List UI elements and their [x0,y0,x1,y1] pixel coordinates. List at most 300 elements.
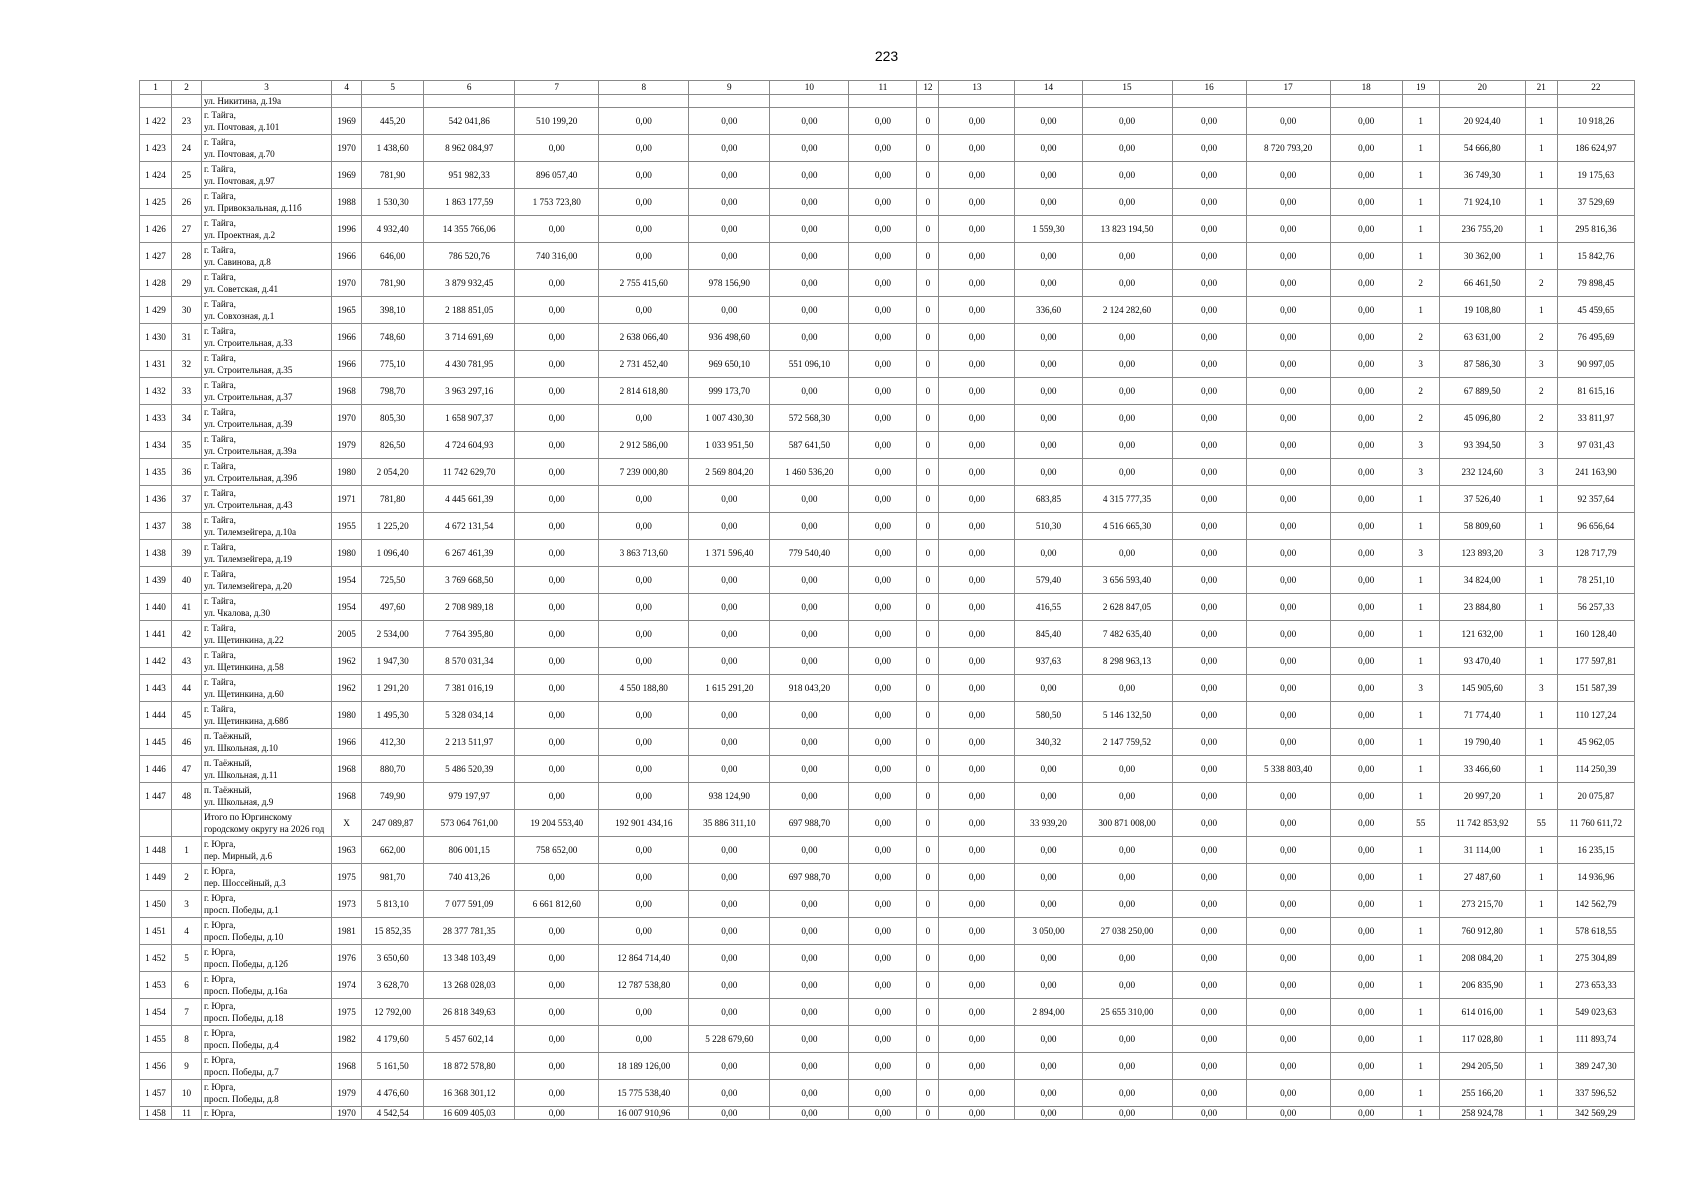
address-cell [202,1107,332,1120]
value-cell-21: 2 [1525,378,1557,405]
value-cell-11: 0,00 [849,162,917,189]
address-line-1: г. Юрга, [204,1001,236,1011]
item-number-cell: 46 [172,729,202,756]
row-number-cell: 1 456 [140,1053,172,1080]
table-row [140,567,1635,594]
value-cell-16: 0,00 [1172,918,1246,945]
item-number-cell: 30 [172,297,202,324]
value-cell-5: 646,00 [362,243,424,270]
value-cell-19: 1 [1402,243,1439,270]
value-cell-5: 4 932,40 [362,216,424,243]
value-cell-4: 1968 [332,378,362,405]
value-cell-20: 614 016,00 [1439,999,1525,1026]
row-number-cell: 1 432 [140,378,172,405]
value-cell-15: 25 655 310,00 [1082,999,1172,1026]
address-line-2: ул. Школьная, д.11 [204,770,278,780]
value-cell-12: 0 [917,1107,939,1120]
value-cell-20: 36 749,30 [1439,162,1525,189]
value-cell-16: 0,00 [1172,216,1246,243]
value-cell-6: 26 818 349,63 [424,999,515,1026]
value-cell-9: 2 569 804,20 [689,459,770,486]
value-cell-8: 0,00 [599,108,689,135]
value-cell-14: 0,00 [1015,945,1082,972]
row-number-cell: 1 441 [140,621,172,648]
value-cell-14: 0,00 [1015,891,1082,918]
row-number-cell: 1 431 [140,351,172,378]
item-number-cell: 37 [172,486,202,513]
value-cell-12: 0 [917,675,939,702]
value-cell-15: 0,00 [1082,459,1172,486]
value-cell-19: 1 [1402,972,1439,999]
row-number-cell: 1 439 [140,567,172,594]
value-cell-10: 0,00 [770,486,849,513]
row-number-cell: 1 443 [140,675,172,702]
value-cell-17: 0,00 [1246,675,1330,702]
value-cell-10: 0,00 [770,378,849,405]
item-number-cell: 41 [172,594,202,621]
row-number-cell: 1 423 [140,135,172,162]
value-cell-18: 0,00 [1330,108,1402,135]
row-number-cell: 1 430 [140,324,172,351]
value-cell-8: 0,00 [599,567,689,594]
value-cell-6: 5 457 602,14 [424,1026,515,1053]
value-cell-10: 0,00 [770,216,849,243]
value-cell-17: 0,00 [1246,837,1330,864]
value-cell-13: 0,00 [939,756,1015,783]
address-cell [202,810,332,837]
value-cell-8: 3 863 713,60 [599,540,689,567]
value-cell-13: 0,00 [939,1080,1015,1107]
value-cell-15: 0,00 [1082,189,1172,216]
value-cell-9: 999 173,70 [689,378,770,405]
value-cell-22: 111 893,74 [1557,1026,1634,1053]
value-cell-8: 0,00 [599,864,689,891]
address-line-2: ул. Щетинкина, д.22 [204,635,284,645]
value-cell-17: 0,00 [1246,486,1330,513]
value-cell-15: 2 147 759,52 [1082,729,1172,756]
value-cell-20: 93 394,50 [1439,432,1525,459]
value-cell-18: 0,00 [1330,621,1402,648]
value-cell-6: 2 708 989,18 [424,594,515,621]
value-cell-16: 0,00 [1172,459,1246,486]
value-cell-10: 0,00 [770,270,849,297]
address-line-1: г. Юрга, [204,866,236,876]
value-cell-16: 0,00 [1172,891,1246,918]
table-row [140,378,1635,405]
value-cell-4: 1954 [332,567,362,594]
value-cell-15: 0,00 [1082,378,1172,405]
address-line-1: Итого по Юргинскому [204,812,292,822]
value-cell-9: 0,00 [689,108,770,135]
value-cell-11: 0,00 [849,648,917,675]
value-cell-17: 0,00 [1246,1026,1330,1053]
value-cell-17: 0,00 [1246,324,1330,351]
address-line-1: г. Юрга, [204,947,236,957]
value-cell-7: 0,00 [515,567,599,594]
value-cell-22: 11 760 611,72 [1557,810,1634,837]
value-cell-16: 0,00 [1172,1053,1246,1080]
value-cell-7: 0,00 [515,972,599,999]
value-cell-11: 0,00 [849,405,917,432]
value-cell-15: 0,00 [1082,675,1172,702]
value-cell-11: 0,00 [849,999,917,1026]
value-cell-11: 0,00 [849,540,917,567]
item-number-cell: 11 [172,1107,202,1120]
value-cell-13: 0,00 [939,567,1015,594]
value-cell-18: 0,00 [1330,594,1402,621]
address-cell [202,729,332,756]
item-number-cell: 3 [172,891,202,918]
value-cell-5: 15 852,35 [362,918,424,945]
value-cell-7: 0,00 [515,270,599,297]
address-line-2: ул. Почтовая, д.97 [204,176,275,186]
value-cell-14: 510,30 [1015,513,1082,540]
address-line-2: ул. Щетинкина, д.60 [204,689,284,699]
value-cell-18: 0,00 [1330,891,1402,918]
value-cell-11: 0,00 [849,324,917,351]
value-cell-18: 0,00 [1330,1107,1402,1120]
value-cell-22: 19 175,63 [1557,162,1634,189]
column-header: 11 [849,81,917,95]
value-cell-12: 0 [917,459,939,486]
value-cell-20: 273 215,70 [1439,891,1525,918]
table-row [140,864,1635,891]
value-cell-19: 1 [1402,729,1439,756]
value-cell-17: 0,00 [1246,108,1330,135]
value-cell-4: 1962 [332,675,362,702]
value-cell-8: 0,00 [599,648,689,675]
value-cell-14: 416,55 [1015,594,1082,621]
value-cell-18: 0,00 [1330,432,1402,459]
address-line-2: ул. Строительная, д.37 [204,392,293,402]
value-cell-22: 337 596,52 [1557,1080,1634,1107]
value-cell-19: 1 [1402,162,1439,189]
value-cell-10: 0,00 [770,648,849,675]
value-cell-16: 0,00 [1172,972,1246,999]
value-cell-17: 0,00 [1246,1053,1330,1080]
value-cell-9: 0,00 [689,756,770,783]
value-cell-15: 3 656 593,40 [1082,567,1172,594]
value-cell-16: 0,00 [1172,108,1246,135]
value-cell-16: 0,00 [1172,567,1246,594]
address-line-1: г. Юрга, [204,893,236,903]
address-line-2: ул. Строительная, д.39 [204,419,293,429]
value-cell-8: 0,00 [599,1026,689,1053]
value-cell-11: 0,00 [849,783,917,810]
value-cell-15: 0,00 [1082,756,1172,783]
value-cell-10: 0,00 [770,243,849,270]
value-cell-22: 241 163,90 [1557,459,1634,486]
value-cell-14: 0,00 [1015,351,1082,378]
address-line-1: г. Тайга, [204,164,236,174]
value-cell-4: 1969 [332,108,362,135]
row-number-cell: 1 448 [140,837,172,864]
value-cell-7: 0,00 [515,1080,599,1107]
value-cell-8: 18 189 126,00 [599,1053,689,1080]
value-cell-18: 0,00 [1330,216,1402,243]
value-cell-22: 110 127,24 [1557,702,1634,729]
value-cell-7: 0,00 [515,216,599,243]
address-line-2: ул. Тилемзейгера, д.10а [204,527,297,537]
value-cell-14: 0,00 [1015,1026,1082,1053]
address-line-2: ул. Савинова, д.8 [204,257,271,267]
value-cell-9: 0,00 [689,891,770,918]
value-cell-8: 0,00 [599,297,689,324]
value-cell-5: 805,30 [362,405,424,432]
value-cell-19: 55 [1402,810,1439,837]
address-line-1: г. Юрга, [204,974,236,984]
value-cell-19: 3 [1402,540,1439,567]
value-cell-4: 1973 [332,891,362,918]
value-cell-14: 0,00 [1015,378,1082,405]
value-cell-18: 0,00 [1330,162,1402,189]
item-number-cell: 10 [172,1080,202,1107]
address-cell [202,999,332,1026]
address-cell [202,135,332,162]
address-line-2: ул. Строительная, д.43 [204,500,293,510]
value-cell-9: 0,00 [689,918,770,945]
value-cell-6: 542 041,86 [424,108,515,135]
value-cell-11: 0,00 [849,297,917,324]
value-cell-10: 0,00 [770,837,849,864]
value-cell-12: 0 [917,540,939,567]
address-line-2: ул. Тилемзейгера, д.20 [204,581,292,591]
value-cell-13: 0,00 [939,594,1015,621]
value-cell-11: 0,00 [849,189,917,216]
value-cell-10: 0,00 [770,594,849,621]
value-cell-22: 186 624,97 [1557,135,1634,162]
value-cell-22: 15 842,76 [1557,243,1634,270]
value-cell-17: 0,00 [1246,351,1330,378]
value-cell-17: 0,00 [1246,459,1330,486]
value-cell-7: 0,00 [515,351,599,378]
address-line-1: г. Юрга, [204,839,236,849]
value-cell-13: 0,00 [939,135,1015,162]
value-cell-12: 0 [917,702,939,729]
value-cell-22: 389 247,30 [1557,1053,1634,1080]
column-header: 20 [1439,81,1525,95]
value-cell-20: 45 096,80 [1439,405,1525,432]
table-row [140,162,1635,189]
value-cell-8: 4 550 188,80 [599,675,689,702]
value-cell-19: 1 [1402,1026,1439,1053]
address-line-2: ул. Почтовая, д.101 [204,122,280,132]
value-cell-12: 0 [917,621,939,648]
row-number-cell: 1 427 [140,243,172,270]
value-cell-16: 0,00 [1172,324,1246,351]
value-cell-11: 0,00 [849,729,917,756]
value-cell-21: 3 [1525,675,1557,702]
value-cell-19: 1 [1402,1080,1439,1107]
address-cell [202,756,332,783]
address-line-1: г. Тайга, [204,407,236,417]
table-row [140,756,1635,783]
value-cell-7: 0,00 [515,513,599,540]
table-body [140,95,1635,1120]
value-cell-18: 0,00 [1330,486,1402,513]
value-cell-8: 0,00 [599,486,689,513]
value-cell-5: 4 542,54 [362,1107,424,1120]
value-cell-15: 0,00 [1082,243,1172,270]
value-cell-12: 0 [917,378,939,405]
item-number-cell: 23 [172,108,202,135]
value-cell-22: 578 618,55 [1557,918,1634,945]
value-cell-12: 0 [917,189,939,216]
value-cell-19: 1 [1402,891,1439,918]
value-cell-17: 0,00 [1246,1107,1330,1120]
value-cell-13: 0,00 [939,972,1015,999]
value-cell-5: 1 495,30 [362,702,424,729]
value-cell-7: 896 057,40 [515,162,599,189]
value-cell-11: 0,00 [849,1080,917,1107]
value-cell-20: 67 889,50 [1439,378,1525,405]
row-number-cell: 1 453 [140,972,172,999]
row-number-cell: 1 458 [140,1107,172,1120]
value-cell-12: 0 [917,756,939,783]
address-cell [202,918,332,945]
value-cell-18: 0,00 [1330,729,1402,756]
value-cell-9: 0,00 [689,1053,770,1080]
row-number-cell: 1 445 [140,729,172,756]
value-cell-20: 19 108,80 [1439,297,1525,324]
address-cell [202,486,332,513]
address-line-1: г. Тайга, [204,677,236,687]
value-cell-5: 880,70 [362,756,424,783]
table-row [140,945,1635,972]
table-row [140,972,1635,999]
value-cell-13: 0,00 [939,621,1015,648]
value-cell-5: 1 530,30 [362,189,424,216]
row-number-cell: 1 437 [140,513,172,540]
value-cell-16: 0,00 [1172,513,1246,540]
value-cell-18: 0,00 [1330,567,1402,594]
address-cell [202,702,332,729]
value-cell-14: 340,32 [1015,729,1082,756]
value-cell-17: 0,00 [1246,513,1330,540]
table-row [140,513,1635,540]
address-line-1: г. Тайга, [204,434,236,444]
table-row [140,1080,1635,1107]
value-cell-17: 0,00 [1246,864,1330,891]
value-cell-11: 0,00 [849,459,917,486]
address-cell [202,675,332,702]
table-row [140,189,1635,216]
value-cell-10: 0,00 [770,729,849,756]
value-cell-9: 35 886 311,10 [689,810,770,837]
value-cell-17: 0,00 [1246,945,1330,972]
value-cell-21: 1 [1525,486,1557,513]
value-cell-18: 0,00 [1330,783,1402,810]
value-cell-21: 1 [1525,918,1557,945]
value-cell-10: 0,00 [770,945,849,972]
column-header: 15 [1082,81,1172,95]
value-cell-7: 758 652,00 [515,837,599,864]
value-cell-17: 0,00 [1246,702,1330,729]
value-cell-14: 845,40 [1015,621,1082,648]
address-cell [202,432,332,459]
value-cell-6: 4 672 131,54 [424,513,515,540]
item-number-cell: 6 [172,972,202,999]
value-cell-21: 1 [1525,756,1557,783]
value-cell-7: 0,00 [515,918,599,945]
value-cell-18: 0,00 [1330,189,1402,216]
value-cell-11: 0,00 [849,135,917,162]
value-cell-18: 0,00 [1330,810,1402,837]
value-cell-4: 1955 [332,513,362,540]
column-header: 18 [1330,81,1402,95]
value-cell-14: 0,00 [1015,189,1082,216]
value-cell-22: 160 128,40 [1557,621,1634,648]
value-cell-13: 0,00 [939,675,1015,702]
value-cell-16: 0,00 [1172,594,1246,621]
value-cell-6: 740 413,26 [424,864,515,891]
column-header: 22 [1557,81,1634,95]
table-row [140,405,1635,432]
value-cell-17: 0,00 [1246,243,1330,270]
value-cell-9: 0,00 [689,297,770,324]
address-line-2: ул. Совхозная, д.1 [204,311,275,321]
address-line-2: ул. Строительная, д.35 [204,365,293,375]
address-line-1: г. Юрга, [204,1082,236,1092]
value-cell-18: 0,00 [1330,945,1402,972]
address-line-1: г. Тайга, [204,704,236,714]
table-row [140,702,1635,729]
value-cell-14: 1 559,30 [1015,216,1082,243]
value-cell-6: 11 742 629,70 [424,459,515,486]
value-cell-8: 0,00 [599,729,689,756]
address-line-1: г. Тайга, [204,515,236,525]
column-header: 21 [1525,81,1557,95]
value-cell-5: 1 438,60 [362,135,424,162]
value-cell-12: 0 [917,567,939,594]
value-cell-12: 0 [917,594,939,621]
value-cell-12: 0 [917,324,939,351]
address-line-1: г. Тайга, [204,650,236,660]
value-cell-5: 826,50 [362,432,424,459]
item-number-cell: 31 [172,324,202,351]
item-number-cell: 1 [172,837,202,864]
value-cell-6: 786 520,76 [424,243,515,270]
item-number-cell: 25 [172,162,202,189]
column-header: 14 [1015,81,1082,95]
value-cell-21: 3 [1525,351,1557,378]
value-cell-11: 0,00 [849,378,917,405]
value-cell-9: 0,00 [689,729,770,756]
table-row [140,95,1635,108]
value-cell-21: 1 [1525,864,1557,891]
value-cell-12: 0 [917,1026,939,1053]
value-cell-8: 2 638 066,40 [599,324,689,351]
value-cell-6: 4 445 661,39 [424,486,515,513]
value-cell-21: 1 [1525,1080,1557,1107]
value-cell-7: 0,00 [515,324,599,351]
value-cell-20: 19 790,40 [1439,729,1525,756]
value-cell-19: 1 [1402,621,1439,648]
value-cell-5: 398,10 [362,297,424,324]
value-cell-12: 0 [917,729,939,756]
value-cell-4: 1979 [332,432,362,459]
value-cell-17: 0,00 [1246,540,1330,567]
address-line-1: п. Таёжный, [204,731,252,741]
item-number-cell: 24 [172,135,202,162]
row-number-cell: 1 429 [140,297,172,324]
value-cell-6: 3 769 668,50 [424,567,515,594]
item-number-cell: 9 [172,1053,202,1080]
value-cell-11: 0,00 [849,594,917,621]
value-cell-6: 4 724 604,93 [424,432,515,459]
value-cell-18: 0,00 [1330,648,1402,675]
value-cell-18: 0,00 [1330,972,1402,999]
